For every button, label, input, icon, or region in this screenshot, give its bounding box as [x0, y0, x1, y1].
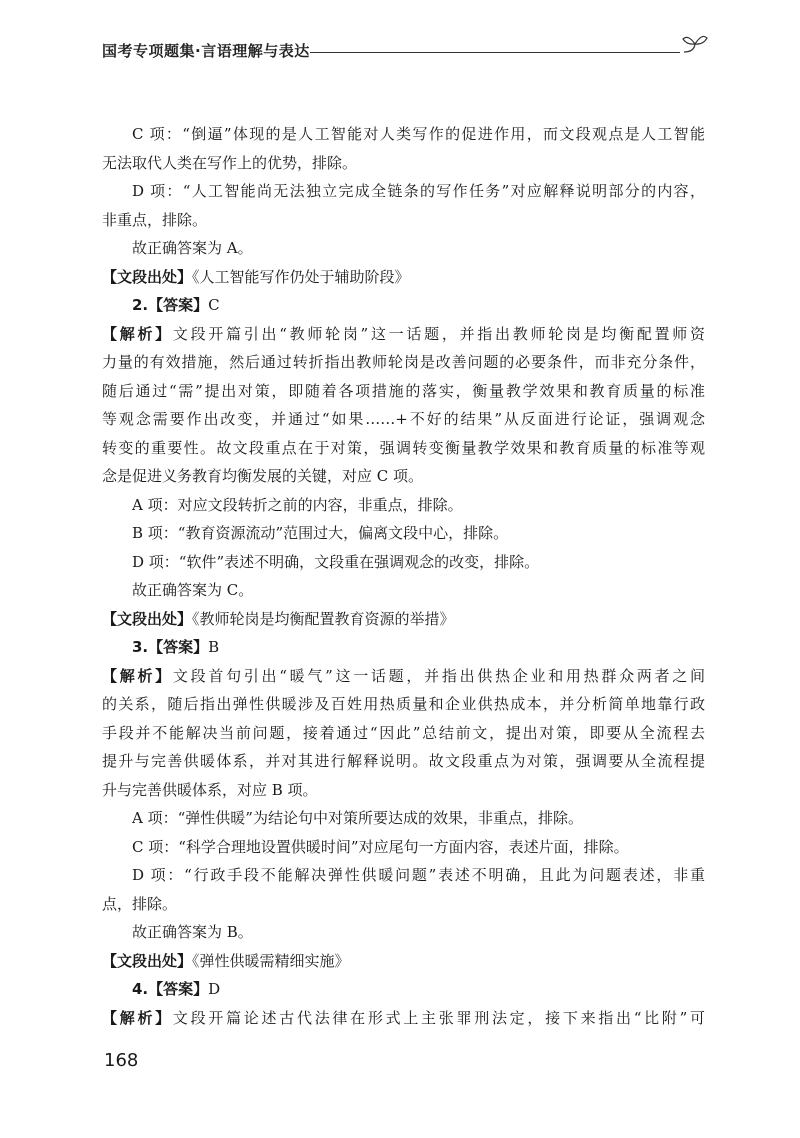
text-line [102, 833, 705, 862]
text-line [102, 519, 705, 548]
text-run: 文段首句引出“暖气”这一话题，并指出供热企业和用热群众两者之间 [172, 666, 705, 685]
text-run: 随后通过“需”提出对策，即随着各项措施的落实，衡量教学效果和教育质量的标准 [102, 381, 705, 400]
body-text [102, 120, 705, 1032]
text-run: 故正确答案为 C。 [132, 581, 254, 599]
header-rule [310, 52, 680, 53]
text-line [102, 719, 705, 748]
bold-label: 【文段出处】 [102, 951, 193, 970]
bold-label: 【文段出处】 [102, 609, 193, 628]
bold-label: 4.【答案】 [132, 980, 209, 998]
text-run: 文段开篇论述古代法律在形式上主张罪刑法定，接下来指出“比附”可 [172, 1008, 705, 1027]
text-run: C 项：“科学合理地设置供暖时间”对应尾句一方面内容，表述片面，排除。 [132, 837, 629, 856]
text-run: 《人工智能写作仍处于辅助阶段》 [192, 267, 410, 286]
text-run: 非重点，排除。 [102, 210, 208, 229]
text-run: 力量的有效措施，然后通过转折指出教师轮岗是改善问题的必要条件，而非充分条件， [102, 353, 705, 371]
text-line [102, 576, 705, 605]
sprout-icon [680, 30, 710, 60]
text-line [102, 918, 705, 947]
text-line [102, 377, 705, 406]
text-line [102, 890, 705, 919]
text-run: 念是促进义务教育均衡发展的关键，对应 C 项。 [102, 467, 424, 485]
text-line [102, 320, 705, 349]
text-line [102, 633, 705, 662]
text-run: C [208, 296, 220, 314]
text-line [102, 975, 705, 1004]
text-run: C 项：“倒逼”体现的是人工智能对人类写作的促进作用，而文段观点是人工智能 [132, 125, 705, 143]
bold-label: 【文段出处】 [102, 267, 193, 286]
text-run: 文段开篇引出“教师轮岗”这一话题，并指出教师轮岗是均衡配置师资 [172, 324, 705, 343]
text-run: B 项：“教育资源流动”范围过大，偏离文段中心，排除。 [132, 524, 509, 542]
text-line [102, 776, 705, 805]
text-line [102, 662, 705, 691]
text-run: B [208, 638, 220, 656]
text-run: 手段并不能解决当前问题，接着通过“因此”总结前文，提出对策，即要从全流程去 [102, 723, 705, 742]
bold-label: 【解析】 [102, 324, 173, 343]
text-run: D 项：“人工智能尚无法独立完成全链条的写作任务”对应解释说明部分的内容， [132, 182, 705, 200]
text-run: 无法取代人类在写作上的优势，排除。 [102, 153, 358, 172]
text-run: 故正确答案为 B。 [132, 923, 253, 941]
text-line [102, 120, 705, 149]
text-run: A 项：对应文段转折之前的内容，非重点，排除。 [132, 495, 463, 514]
text-line [102, 804, 705, 833]
text-run: 故正确答案为 A。 [132, 239, 253, 257]
text-run: D 项：“软件”表述不明确，文段重在强调观念的改变，排除。 [132, 552, 540, 571]
text-line [102, 348, 705, 377]
text-line [102, 747, 705, 776]
bold-label: 3.【答案】 [132, 638, 209, 656]
text-line [102, 1004, 705, 1033]
text-run: 等观念需要作出改变，并通过“如果……+不好的结果”从反面进行论证，强调观念 [102, 410, 705, 428]
bold-label: 【解析】 [102, 1008, 173, 1027]
text-run: A 项：“弹性供暖”为结论句中对策所要达成的效果，非重点，排除。 [132, 809, 583, 827]
text-line [102, 405, 705, 434]
text-line [102, 177, 705, 206]
running-header [102, 30, 702, 70]
text-run: 提升与完善供暖体系，并对其进行解释说明。故文段重点为对策，强调要从全流程提 [102, 752, 705, 770]
bold-label: 2.【答案】 [132, 296, 209, 314]
text-run: 《教师轮岗是均衡配置教育资源的举措》 [192, 609, 455, 628]
text-run: 《弹性供暖需精细实施》 [192, 951, 350, 970]
text-line [102, 263, 705, 292]
text-line [102, 605, 705, 634]
text-line [102, 947, 705, 976]
text-run: 点，排除。 [102, 894, 178, 913]
bold-label: 【解析】 [102, 666, 173, 685]
text-run: 转变的重要性。故文段重点在于对策，强调转变衡量教学效果和教育质量的标准等观 [102, 438, 705, 457]
text-line [102, 690, 705, 719]
page-number: 168 [104, 1050, 139, 1071]
text-line [102, 434, 705, 463]
text-line [102, 861, 705, 890]
text-run: D 项：“行政手段不能解决弹性供暖问题”表述不明确，且此为问题表述，非重 [132, 866, 705, 884]
text-run: 的关系，随后指出弹性供暖涉及百姓用热质量和企业供热成本，并分析简单地靠行政 [102, 695, 705, 713]
text-run: 升与完善供暖体系，对应 B 项。 [102, 780, 318, 799]
text-line [102, 548, 705, 577]
text-line [102, 491, 705, 520]
text-line [102, 234, 705, 263]
header-title: 国考专项题集·言语理解与表达 [102, 42, 310, 60]
text-line [102, 291, 705, 320]
text-line [102, 149, 705, 178]
text-run: D [208, 980, 221, 998]
text-line [102, 462, 705, 491]
text-line [102, 206, 705, 235]
